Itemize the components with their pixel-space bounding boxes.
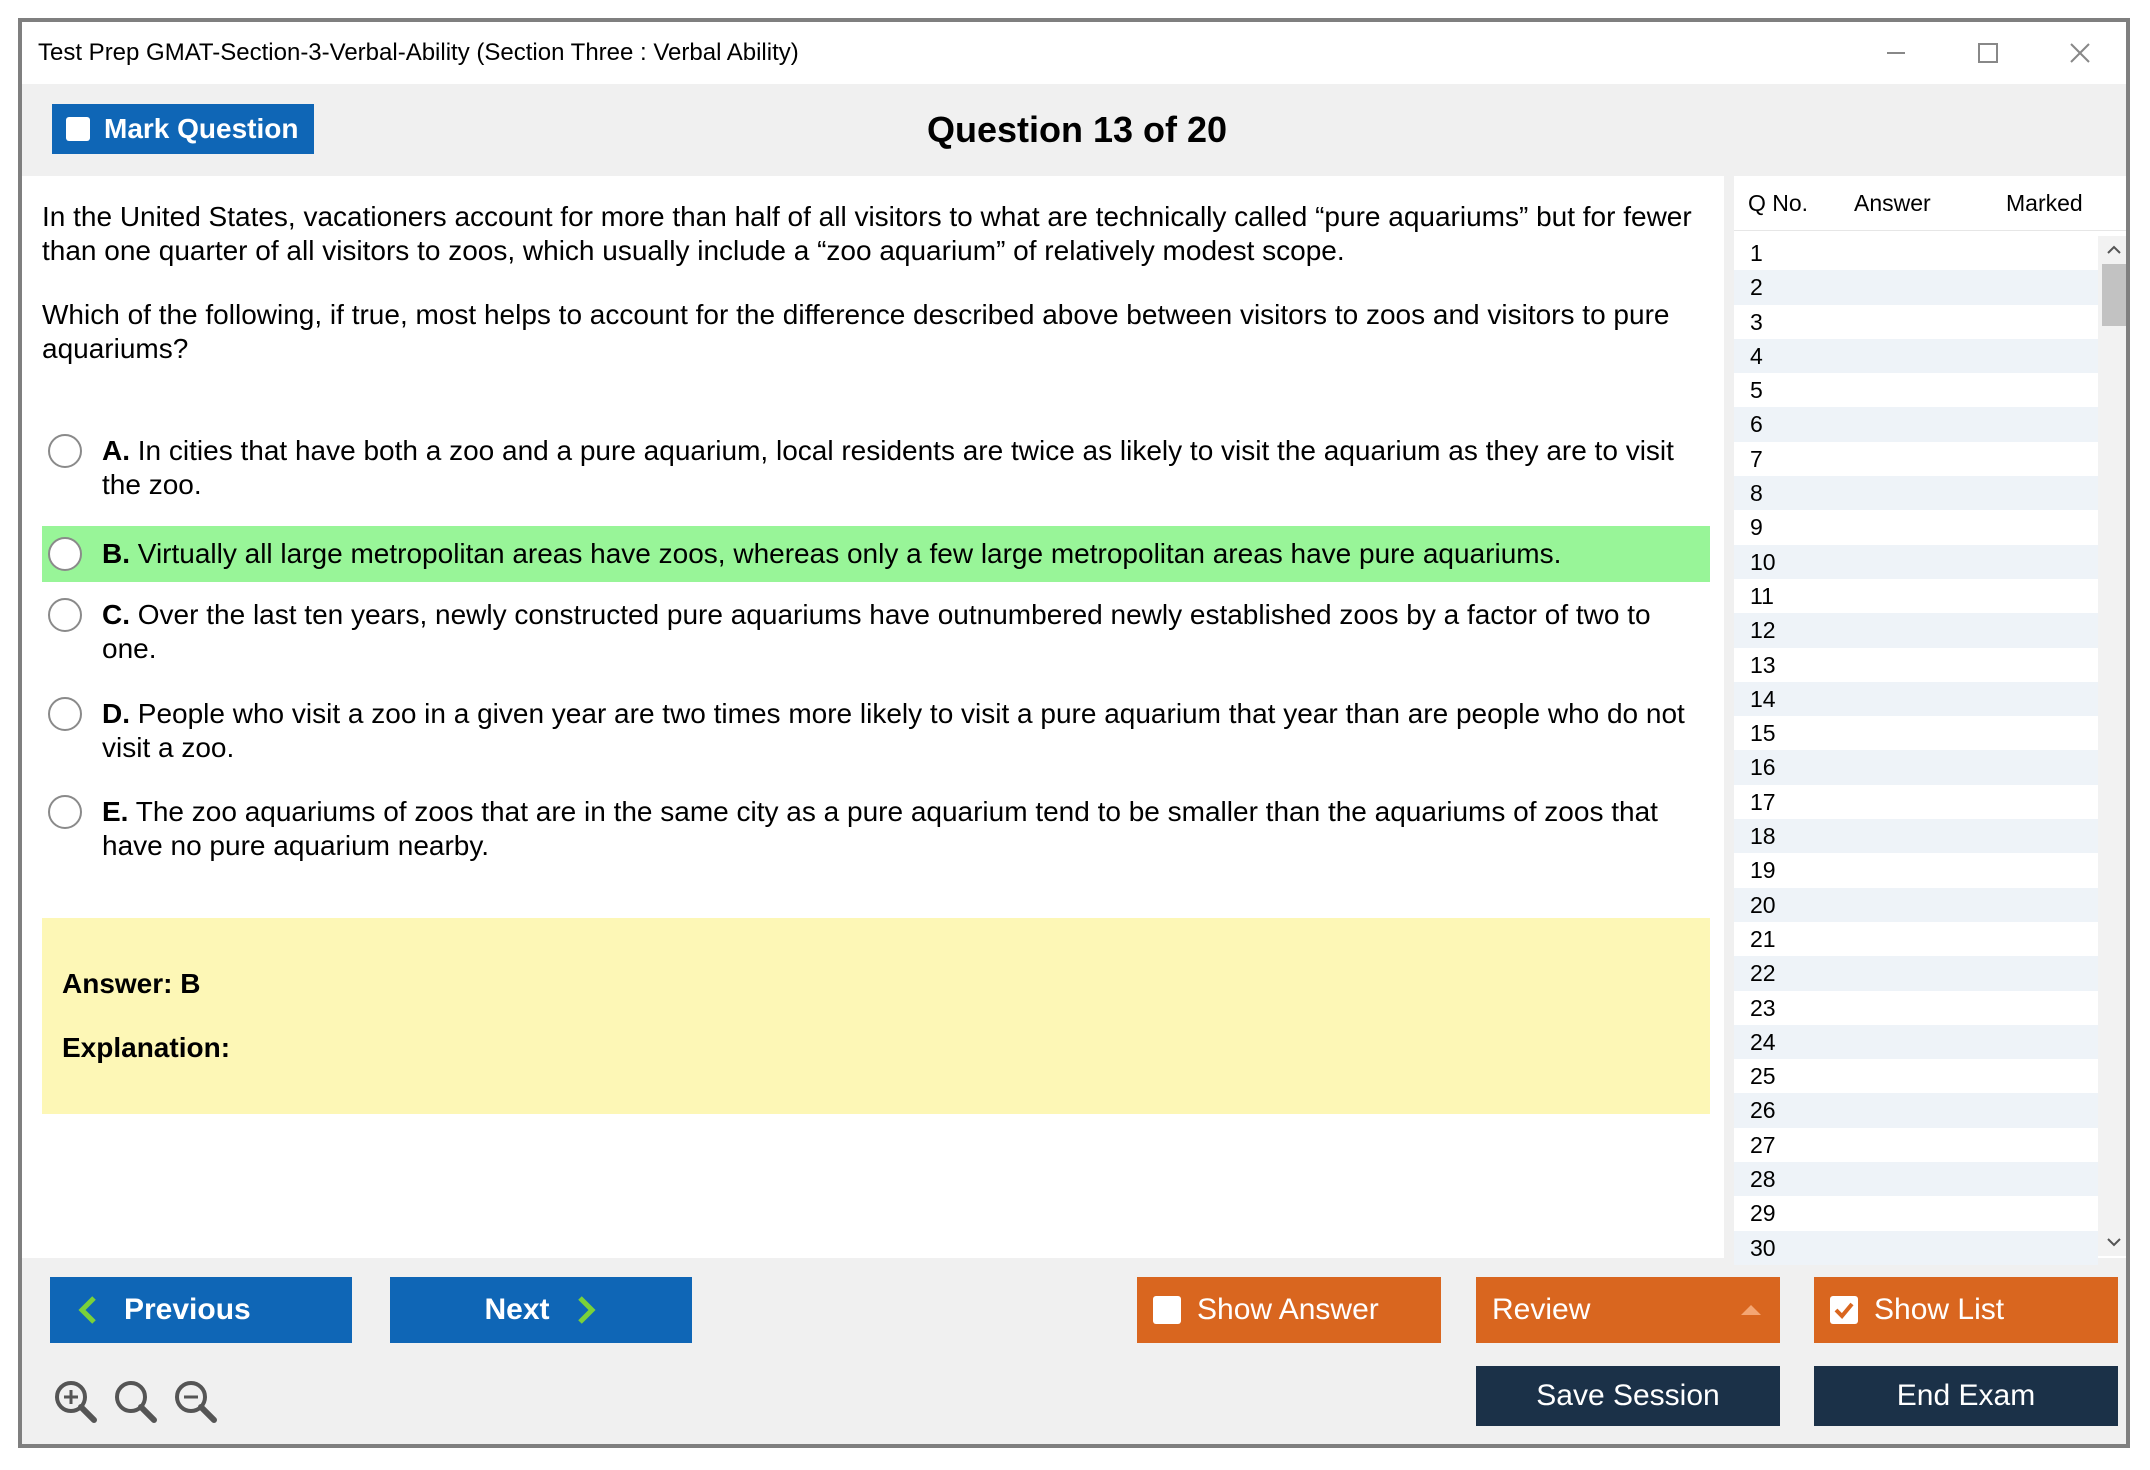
option-letter: B.: [102, 538, 130, 569]
option-text: Virtually all large metropolitan areas have zoos, whereas only a few large metropolitan areas have pure aquariums.: [137, 538, 1562, 569]
scroll-up-icon[interactable]: [2098, 236, 2130, 264]
question-header: [22, 84, 2126, 176]
question-list-row[interactable]: 16: [1734, 750, 2098, 784]
question-list-row[interactable]: 7: [1750, 445, 1763, 472]
maximize-icon: [1977, 42, 1999, 64]
question-stem: Which of the following, if true, most helps to account for the difference described above between visitors to zoos and visitors to pure aquariums?: [42, 299, 1670, 364]
radio-button-d[interactable]: [48, 697, 82, 731]
question-list-row[interactable]: 5: [1750, 377, 1763, 404]
option-letter: A.: [102, 435, 130, 466]
chevron-right-icon: [574, 1295, 598, 1325]
question-counter: Question 13 of 20: [926, 109, 1228, 150]
question-list-row[interactable]: 12: [1734, 613, 2098, 647]
question-list-row[interactable]: 28: [1734, 1162, 2098, 1196]
question-list-row[interactable]: 17: [1750, 788, 1776, 815]
previous-button[interactable]: [50, 1277, 352, 1343]
window-title: Test Prep GMAT-Section-3-Verbal-Ability (Section Three : Verbal Ability): [38, 39, 799, 66]
zoom-in-icon[interactable]: [52, 1378, 98, 1424]
question-list-scrollbar[interactable]: [2098, 236, 2130, 1256]
question-list-row[interactable]: 21: [1750, 925, 1776, 952]
show-list-label: Show List: [1874, 1293, 2005, 1326]
review-dropdown[interactable]: [1476, 1277, 1780, 1343]
close-button[interactable]: [2034, 22, 2126, 84]
checkbox-icon: [66, 117, 90, 141]
option-e[interactable]: [42, 781, 1710, 867]
end-exam-label: End Exam: [1896, 1379, 2036, 1412]
question-list-row[interactable]: 29: [1750, 1200, 1776, 1227]
option-text: People who visit a zoo in a given year are two times more likely to visit a pure aquarium that year than are people who do not visit a zoo.: [102, 698, 1685, 763]
question-list-row[interactable]: 27: [1750, 1131, 1776, 1158]
previous-label: Previous: [124, 1293, 251, 1326]
mark-question-label: Mark Question: [104, 113, 299, 144]
option-text: In cities that have both a zoo and a pure aquarium, local residents are twice as likely to visit the aquarium as they are to visit the zoo.: [102, 435, 1674, 500]
question-list-panel: [1734, 176, 2130, 1261]
option-text: Over the last ten years, newly constructed pure aquariums have outnumbered newly established zoos by a factor of two to one.: [102, 599, 1651, 664]
question-list-row[interactable]: 4: [1734, 339, 2098, 373]
next-button[interactable]: [390, 1277, 692, 1343]
radio-button-a[interactable]: [48, 434, 82, 468]
minimize-icon: [1885, 42, 1907, 64]
radio-button-e[interactable]: [48, 795, 82, 829]
question-list-row[interactable]: 25: [1750, 1063, 1776, 1090]
option-c[interactable]: [42, 584, 1710, 670]
save-session-button[interactable]: [1476, 1366, 1780, 1426]
option-letter: E.: [102, 796, 129, 827]
column-header-marked[interactable]: Marked: [2006, 190, 2083, 216]
answer-label: Answer: B: [62, 968, 201, 999]
column-header-qno[interactable]: Q No.: [1748, 190, 1809, 216]
zoom-controls: [52, 1378, 218, 1424]
checkmark-icon: [1830, 1296, 1858, 1324]
question-list-row[interactable]: 14: [1734, 682, 2098, 716]
question-list-row[interactable]: 22: [1734, 956, 2098, 990]
question-list-row[interactable]: 8: [1734, 476, 2098, 510]
radio-button-c[interactable]: [48, 598, 82, 632]
next-label: Next: [484, 1293, 550, 1326]
column-header-answer[interactable]: Answer: [1854, 190, 1931, 216]
window-controls: [1850, 22, 2126, 84]
close-icon: [2069, 42, 2091, 64]
question-list-row[interactable]: 19: [1750, 857, 1776, 884]
maximize-button[interactable]: [1942, 22, 2034, 84]
zoom-reset-icon[interactable]: [112, 1378, 158, 1424]
question-list-row[interactable]: 15: [1750, 720, 1776, 747]
option-letter: C.: [102, 599, 130, 630]
option-letter: D.: [102, 698, 130, 729]
question-list-row[interactable]: 23: [1750, 994, 1776, 1021]
question-list-row[interactable]: 11: [1750, 582, 1774, 609]
option-text: The zoo aquariums of zoos that are in the same city as a pure aquarium tend to be smaller than the aquariums of zoos that have no pure aquarium nearby.: [102, 796, 1658, 861]
show-list-button[interactable]: [1814, 1277, 2118, 1343]
option-b[interactable]: [42, 526, 1710, 582]
app-window: [18, 18, 2130, 1448]
question-panel: [22, 176, 1724, 1258]
question-list-row[interactable]: 1: [1750, 240, 1763, 266]
show-answer-label: Show Answer: [1197, 1293, 1379, 1326]
question-list-row[interactable]: 13: [1750, 651, 1776, 678]
question-list-row[interactable]: 3: [1750, 308, 1763, 335]
question-list-row[interactable]: 6: [1734, 407, 2098, 441]
scroll-thumb[interactable]: [2102, 264, 2126, 326]
question-list-header: [1734, 176, 2130, 231]
caret-up-icon: [1740, 1304, 1762, 1316]
question-list-row[interactable]: 20: [1734, 888, 2098, 922]
question-list-row[interactable]: 2: [1734, 270, 2098, 304]
question-list-rows: [1734, 236, 2098, 1265]
minimize-button[interactable]: [1850, 22, 1942, 84]
mark-question-button[interactable]: [52, 104, 314, 154]
question-list-row[interactable]: 9: [1750, 514, 1763, 541]
radio-button-b[interactable]: [48, 537, 82, 571]
question-list-row[interactable]: 30: [1734, 1231, 2098, 1265]
end-exam-button[interactable]: [1814, 1366, 2118, 1426]
scroll-down-icon[interactable]: [2098, 1228, 2130, 1256]
option-d[interactable]: [42, 683, 1710, 769]
chevron-left-icon: [76, 1295, 100, 1325]
question-list-row[interactable]: 10: [1734, 545, 2098, 579]
show-answer-button[interactable]: [1137, 1277, 1441, 1343]
save-session-label: Save Session: [1536, 1379, 1720, 1412]
review-label: Review: [1492, 1293, 1591, 1326]
zoom-out-icon[interactable]: [172, 1378, 218, 1424]
question-list-row[interactable]: 24: [1734, 1025, 2098, 1059]
checkbox-icon: [1153, 1296, 1181, 1324]
question-list-row[interactable]: 26: [1734, 1093, 2098, 1127]
option-a[interactable]: [42, 420, 1710, 506]
question-passage: In the United States, vacationers account for more than half of all visitors to what are technically called “pure aquariums” but for fewer than one quarter of all visitors to zoos, which usually include a “zoo aquarium” of relatively modest scope.: [42, 201, 1692, 266]
explanation-label: Explanation:: [62, 1032, 231, 1063]
title-bar: [22, 22, 2126, 84]
question-list-row[interactable]: 18: [1734, 819, 2098, 853]
answer-explanation-box: [42, 918, 1710, 1114]
